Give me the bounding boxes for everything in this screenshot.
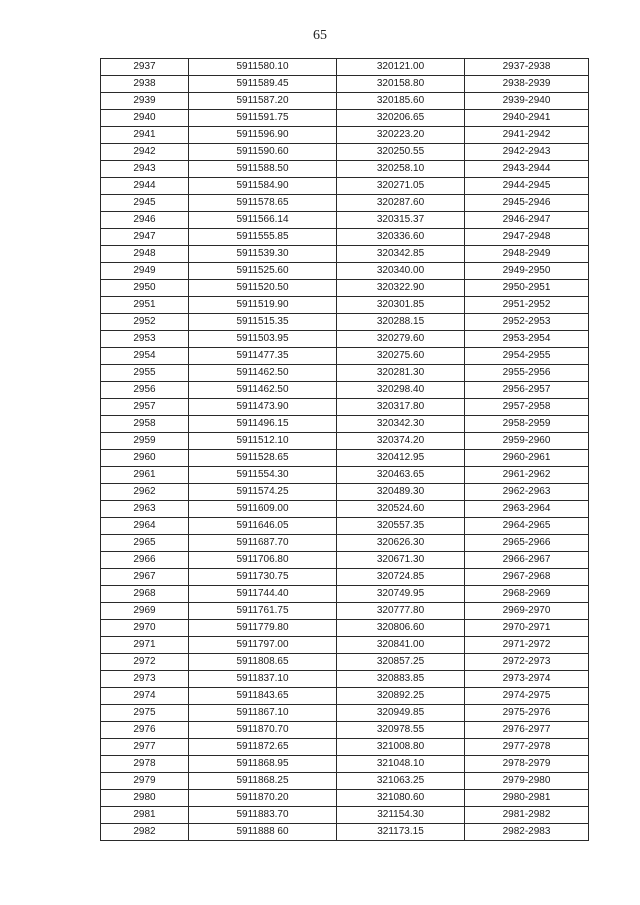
y-coordinate-cell: 320806.60 <box>337 620 465 637</box>
table-row <box>101 161 589 178</box>
point-number-cell: 2962 <box>101 484 189 501</box>
x-coordinate-cell: 5911590.60 <box>189 144 337 161</box>
point-number-cell: 2943 <box>101 161 189 178</box>
point-number-cell: 2950 <box>101 280 189 297</box>
x-coordinate-cell: 5911588.50 <box>189 161 337 178</box>
segment-cell: 2948-2949 <box>465 246 589 263</box>
table-row <box>101 331 589 348</box>
x-coordinate-cell: 5911843.65 <box>189 688 337 705</box>
y-coordinate-cell: 320340.00 <box>337 263 465 280</box>
x-coordinate-cell: 5911609.00 <box>189 501 337 518</box>
coordinates-table <box>100 58 589 841</box>
segment-cell: 2947-2948 <box>465 229 589 246</box>
segment-cell: 2974-2975 <box>465 688 589 705</box>
y-coordinate-cell: 320463.65 <box>337 467 465 484</box>
x-coordinate-cell: 5911837.10 <box>189 671 337 688</box>
point-number-cell: 2942 <box>101 144 189 161</box>
point-number-cell: 2978 <box>101 756 189 773</box>
segment-cell: 2962-2963 <box>465 484 589 501</box>
segment-cell: 2969-2970 <box>465 603 589 620</box>
point-number-cell: 2970 <box>101 620 189 637</box>
x-coordinate-cell: 5911646.05 <box>189 518 337 535</box>
segment-cell: 2965-2966 <box>465 535 589 552</box>
table-row <box>101 773 589 790</box>
table-row <box>101 824 589 841</box>
x-coordinate-cell: 5911591.75 <box>189 110 337 127</box>
table-row <box>101 620 589 637</box>
x-coordinate-cell: 5911528.65 <box>189 450 337 467</box>
table-row <box>101 297 589 314</box>
point-number-cell: 2939 <box>101 93 189 110</box>
segment-cell: 2980-2981 <box>465 790 589 807</box>
point-number-cell: 2972 <box>101 654 189 671</box>
point-number-cell: 2940 <box>101 110 189 127</box>
y-coordinate-cell: 320883.85 <box>337 671 465 688</box>
table-row <box>101 603 589 620</box>
segment-cell: 2952-2953 <box>465 314 589 331</box>
table-row <box>101 450 589 467</box>
segment-cell: 2976-2977 <box>465 722 589 739</box>
segment-cell: 2942-2943 <box>465 144 589 161</box>
table-row <box>101 229 589 246</box>
y-coordinate-cell: 321048.10 <box>337 756 465 773</box>
y-coordinate-cell: 320412.95 <box>337 450 465 467</box>
table-row <box>101 399 589 416</box>
segment-cell: 2972-2973 <box>465 654 589 671</box>
y-coordinate-cell: 320301.85 <box>337 297 465 314</box>
segment-cell: 2979-2980 <box>465 773 589 790</box>
table-row <box>101 127 589 144</box>
segment-cell: 2970-2971 <box>465 620 589 637</box>
segment-cell: 2982-2983 <box>465 824 589 841</box>
table-row <box>101 110 589 127</box>
point-number-cell: 2974 <box>101 688 189 705</box>
x-coordinate-cell: 5911555.85 <box>189 229 337 246</box>
y-coordinate-cell: 320298.40 <box>337 382 465 399</box>
x-coordinate-cell: 5911554.30 <box>189 467 337 484</box>
coordinates-table-body <box>101 59 589 841</box>
segment-cell: 2973-2974 <box>465 671 589 688</box>
segment-cell: 2949-2950 <box>465 263 589 280</box>
table-row <box>101 756 589 773</box>
point-number-cell: 2981 <box>101 807 189 824</box>
x-coordinate-cell: 5911473.90 <box>189 399 337 416</box>
y-coordinate-cell: 321080.60 <box>337 790 465 807</box>
segment-cell: 2981-2982 <box>465 807 589 824</box>
point-number-cell: 2938 <box>101 76 189 93</box>
x-coordinate-cell: 5911525.60 <box>189 263 337 280</box>
table-row <box>101 314 589 331</box>
segment-cell: 2941-2942 <box>465 127 589 144</box>
y-coordinate-cell: 321154.30 <box>337 807 465 824</box>
point-number-cell: 2952 <box>101 314 189 331</box>
table-row <box>101 790 589 807</box>
table-row <box>101 518 589 535</box>
table-row <box>101 722 589 739</box>
table-row <box>101 348 589 365</box>
point-number-cell: 2959 <box>101 433 189 450</box>
point-number-cell: 2961 <box>101 467 189 484</box>
x-coordinate-cell: 5911870.70 <box>189 722 337 739</box>
point-number-cell: 2960 <box>101 450 189 467</box>
y-coordinate-cell: 320557.35 <box>337 518 465 535</box>
point-number-cell: 2958 <box>101 416 189 433</box>
point-number-cell: 2968 <box>101 586 189 603</box>
x-coordinate-cell: 5911462.50 <box>189 365 337 382</box>
segment-cell: 2960-2961 <box>465 450 589 467</box>
table-row <box>101 671 589 688</box>
table-row <box>101 263 589 280</box>
table-row <box>101 212 589 229</box>
y-coordinate-cell: 320336.60 <box>337 229 465 246</box>
x-coordinate-cell: 5911868.95 <box>189 756 337 773</box>
table-row <box>101 501 589 518</box>
y-coordinate-cell: 320281.30 <box>337 365 465 382</box>
table-row <box>101 688 589 705</box>
x-coordinate-cell: 5911587.20 <box>189 93 337 110</box>
y-coordinate-cell: 320524.60 <box>337 501 465 518</box>
segment-cell: 2961-2962 <box>465 467 589 484</box>
table-row <box>101 807 589 824</box>
y-coordinate-cell: 320322.90 <box>337 280 465 297</box>
point-number-cell: 2941 <box>101 127 189 144</box>
segment-cell: 2967-2968 <box>465 569 589 586</box>
table-row <box>101 195 589 212</box>
point-number-cell: 2979 <box>101 773 189 790</box>
x-coordinate-cell: 5911520.50 <box>189 280 337 297</box>
y-coordinate-cell: 320288.15 <box>337 314 465 331</box>
page-number: 65 <box>313 28 327 43</box>
point-number-cell: 2967 <box>101 569 189 586</box>
segment-cell: 2950-2951 <box>465 280 589 297</box>
segment-cell: 2939-2940 <box>465 93 589 110</box>
point-number-cell: 2980 <box>101 790 189 807</box>
segment-cell: 2958-2959 <box>465 416 589 433</box>
table-row <box>101 552 589 569</box>
point-number-cell: 2966 <box>101 552 189 569</box>
y-coordinate-cell: 320374.20 <box>337 433 465 450</box>
x-coordinate-cell: 5911539.30 <box>189 246 337 263</box>
segment-cell: 2956-2957 <box>465 382 589 399</box>
x-coordinate-cell: 5911596.90 <box>189 127 337 144</box>
segment-cell: 2966-2967 <box>465 552 589 569</box>
segment-cell: 2977-2978 <box>465 739 589 756</box>
point-number-cell: 2953 <box>101 331 189 348</box>
segment-cell: 2940-2941 <box>465 110 589 127</box>
table-row <box>101 637 589 654</box>
y-coordinate-cell: 320315.37 <box>337 212 465 229</box>
y-coordinate-cell: 320287.60 <box>337 195 465 212</box>
x-coordinate-cell: 5911888 60 <box>189 824 337 841</box>
x-coordinate-cell: 5911566.14 <box>189 212 337 229</box>
x-coordinate-cell: 5911867.10 <box>189 705 337 722</box>
y-coordinate-cell: 320275.60 <box>337 348 465 365</box>
y-coordinate-cell: 320121.00 <box>337 59 465 76</box>
table-row <box>101 569 589 586</box>
table-row <box>101 535 589 552</box>
table-row <box>101 76 589 93</box>
segment-cell: 2938-2939 <box>465 76 589 93</box>
y-coordinate-cell: 320949.85 <box>337 705 465 722</box>
x-coordinate-cell: 5911687.70 <box>189 535 337 552</box>
table-row <box>101 382 589 399</box>
table-row <box>101 654 589 671</box>
y-coordinate-cell: 320978.55 <box>337 722 465 739</box>
table-row <box>101 586 589 603</box>
point-number-cell: 2963 <box>101 501 189 518</box>
point-number-cell: 2977 <box>101 739 189 756</box>
y-coordinate-cell: 320223.20 <box>337 127 465 144</box>
y-coordinate-cell: 320777.80 <box>337 603 465 620</box>
y-coordinate-cell: 320671.30 <box>337 552 465 569</box>
x-coordinate-cell: 5911584.90 <box>189 178 337 195</box>
x-coordinate-cell: 5911870.20 <box>189 790 337 807</box>
x-coordinate-cell: 5911779.80 <box>189 620 337 637</box>
point-number-cell: 2955 <box>101 365 189 382</box>
table-row <box>101 484 589 501</box>
x-coordinate-cell: 5911730.75 <box>189 569 337 586</box>
coordinates-table-container <box>100 58 588 841</box>
point-number-cell: 2954 <box>101 348 189 365</box>
x-coordinate-cell: 5911515.35 <box>189 314 337 331</box>
x-coordinate-cell: 5911868.25 <box>189 773 337 790</box>
point-number-cell: 2944 <box>101 178 189 195</box>
segment-cell: 2971-2972 <box>465 637 589 654</box>
y-coordinate-cell: 320724.85 <box>337 569 465 586</box>
y-coordinate-cell: 320317.80 <box>337 399 465 416</box>
y-coordinate-cell: 320206.65 <box>337 110 465 127</box>
table-row <box>101 144 589 161</box>
x-coordinate-cell: 5911808.65 <box>189 654 337 671</box>
x-coordinate-cell: 5911519.90 <box>189 297 337 314</box>
segment-cell: 2951-2952 <box>465 297 589 314</box>
point-number-cell: 2948 <box>101 246 189 263</box>
point-number-cell: 2973 <box>101 671 189 688</box>
y-coordinate-cell: 321173.15 <box>337 824 465 841</box>
table-row <box>101 178 589 195</box>
table-row <box>101 93 589 110</box>
segment-cell: 2944-2945 <box>465 178 589 195</box>
table-row <box>101 467 589 484</box>
point-number-cell: 2975 <box>101 705 189 722</box>
table-row <box>101 246 589 263</box>
y-coordinate-cell: 320857.25 <box>337 654 465 671</box>
point-number-cell: 2969 <box>101 603 189 620</box>
y-coordinate-cell: 320626.30 <box>337 535 465 552</box>
x-coordinate-cell: 5911580.10 <box>189 59 337 76</box>
y-coordinate-cell: 320342.30 <box>337 416 465 433</box>
segment-cell: 2959-2960 <box>465 433 589 450</box>
y-coordinate-cell: 321063.25 <box>337 773 465 790</box>
point-number-cell: 2976 <box>101 722 189 739</box>
y-coordinate-cell: 320258.10 <box>337 161 465 178</box>
point-number-cell: 2945 <box>101 195 189 212</box>
table-row <box>101 365 589 382</box>
y-coordinate-cell: 320279.60 <box>337 331 465 348</box>
point-number-cell: 2964 <box>101 518 189 535</box>
point-number-cell: 2957 <box>101 399 189 416</box>
y-coordinate-cell: 320342.85 <box>337 246 465 263</box>
x-coordinate-cell: 5911496.15 <box>189 416 337 433</box>
point-number-cell: 2971 <box>101 637 189 654</box>
table-row <box>101 739 589 756</box>
segment-cell: 2957-2958 <box>465 399 589 416</box>
x-coordinate-cell: 5911578.65 <box>189 195 337 212</box>
segment-cell: 2963-2964 <box>465 501 589 518</box>
x-coordinate-cell: 5911574.25 <box>189 484 337 501</box>
x-coordinate-cell: 5911503.95 <box>189 331 337 348</box>
segment-cell: 2968-2969 <box>465 586 589 603</box>
table-row <box>101 59 589 76</box>
x-coordinate-cell: 5911706.80 <box>189 552 337 569</box>
segment-cell: 2937-2938 <box>465 59 589 76</box>
x-coordinate-cell: 5911872.65 <box>189 739 337 756</box>
point-number-cell: 2947 <box>101 229 189 246</box>
point-number-cell: 2937 <box>101 59 189 76</box>
segment-cell: 2953-2954 <box>465 331 589 348</box>
point-number-cell: 2982 <box>101 824 189 841</box>
y-coordinate-cell: 320749.95 <box>337 586 465 603</box>
table-row <box>101 280 589 297</box>
table-row <box>101 705 589 722</box>
segment-cell: 2955-2956 <box>465 365 589 382</box>
table-row <box>101 416 589 433</box>
segment-cell: 2954-2955 <box>465 348 589 365</box>
segment-cell: 2945-2946 <box>465 195 589 212</box>
y-coordinate-cell: 320271.05 <box>337 178 465 195</box>
x-coordinate-cell: 5911462.50 <box>189 382 337 399</box>
x-coordinate-cell: 5911761.75 <box>189 603 337 620</box>
y-coordinate-cell: 320250.55 <box>337 144 465 161</box>
segment-cell: 2975-2976 <box>465 705 589 722</box>
y-coordinate-cell: 320892.25 <box>337 688 465 705</box>
x-coordinate-cell: 5911883.70 <box>189 807 337 824</box>
point-number-cell: 2965 <box>101 535 189 552</box>
y-coordinate-cell: 321008.80 <box>337 739 465 756</box>
point-number-cell: 2956 <box>101 382 189 399</box>
x-coordinate-cell: 5911512.10 <box>189 433 337 450</box>
x-coordinate-cell: 5911589.45 <box>189 76 337 93</box>
segment-cell: 2978-2979 <box>465 756 589 773</box>
segment-cell: 2964-2965 <box>465 518 589 535</box>
segment-cell: 2943-2944 <box>465 161 589 178</box>
y-coordinate-cell: 320489.30 <box>337 484 465 501</box>
y-coordinate-cell: 320185.60 <box>337 93 465 110</box>
x-coordinate-cell: 5911797.00 <box>189 637 337 654</box>
table-row <box>101 433 589 450</box>
x-coordinate-cell: 5911477.35 <box>189 348 337 365</box>
x-coordinate-cell: 5911744.40 <box>189 586 337 603</box>
point-number-cell: 2949 <box>101 263 189 280</box>
segment-cell: 2946-2947 <box>465 212 589 229</box>
point-number-cell: 2951 <box>101 297 189 314</box>
y-coordinate-cell: 320158.80 <box>337 76 465 93</box>
y-coordinate-cell: 320841.00 <box>337 637 465 654</box>
point-number-cell: 2946 <box>101 212 189 229</box>
